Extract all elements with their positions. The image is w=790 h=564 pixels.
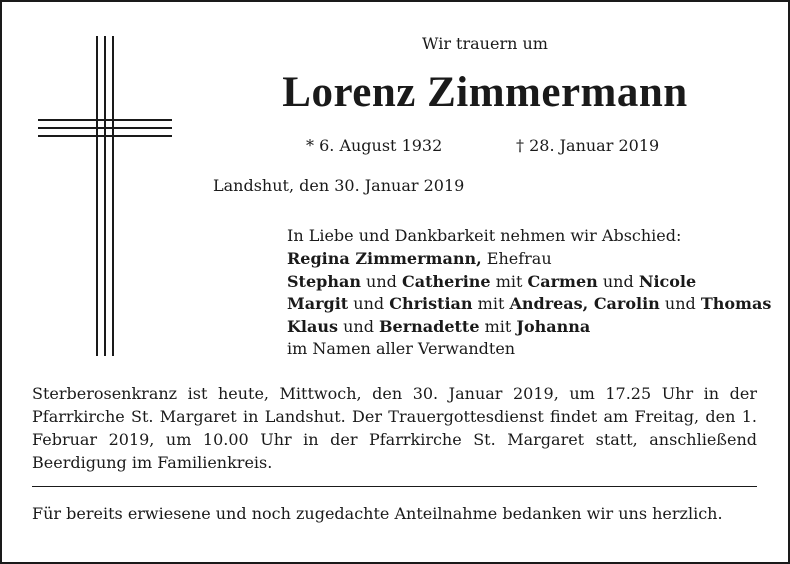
- family-name: Stephan: [287, 271, 361, 291]
- family-text: und: [360, 271, 402, 291]
- divider: [32, 486, 757, 487]
- family-name: Catherine: [401, 271, 491, 291]
- deceased-name: Lorenz Zimmermann: [282, 69, 688, 116]
- family-line: [287, 248, 771, 271]
- family-text: und: [659, 294, 701, 313]
- birth-date: * 6. August 1932: [306, 136, 443, 155]
- family-text: Ehefrau: [481, 249, 552, 268]
- family-line: [287, 316, 771, 339]
- family-text: mit: [490, 271, 528, 291]
- family-name: Margit: [287, 294, 349, 313]
- death-date: † 28. Januar 2019: [516, 136, 660, 155]
- family-line: [287, 293, 771, 316]
- family-name: Andreas, Carolin: [509, 294, 660, 313]
- family-text: mit: [472, 294, 510, 313]
- family-text: mit: [479, 316, 517, 336]
- place-date: Landshut, den 30. Januar 2019: [213, 176, 465, 195]
- family-name: Klaus: [287, 316, 338, 336]
- family-text: und: [597, 271, 639, 291]
- family-text: und: [338, 316, 380, 336]
- family-name: Bernadette: [379, 316, 480, 336]
- family-name: Carmen: [527, 271, 598, 291]
- family-name: Johanna: [516, 316, 591, 336]
- family-text: und: [348, 294, 390, 313]
- announcement-text: Sterberosenkranz ist heute, Mittwoch, den 30. Januar 2019, um 17.25 Uhr in der Pfarrkirche St. Margaret in Landshut. Der Trauergottesdienst findet am Freitag, den 1. Februar 2019, um 10.00 Uhr in der Pfarrkirche St. Margaret statt, anschließend Beerdigung im Familienkreis.: [32, 384, 757, 472]
- farewell-line: In Liebe und Dankbarkeit nehmen wir Abschied:: [287, 226, 682, 245]
- family-name: Thomas: [700, 294, 772, 313]
- family-name: Regina Zimmermann,: [287, 249, 482, 268]
- intro-text: Wir trauern um: [422, 34, 548, 53]
- family-line: im Namen aller Verwandten: [287, 339, 516, 358]
- family-list: [287, 248, 771, 361]
- family-name: Nicole: [638, 271, 697, 291]
- family-name: Christian: [389, 294, 473, 313]
- thanks-text: Für bereits erwiesene und noch zugedachte Anteilnahme bedanken wir uns herzlich.: [32, 504, 723, 523]
- family-line: [287, 271, 771, 294]
- cross-icon: [38, 36, 172, 356]
